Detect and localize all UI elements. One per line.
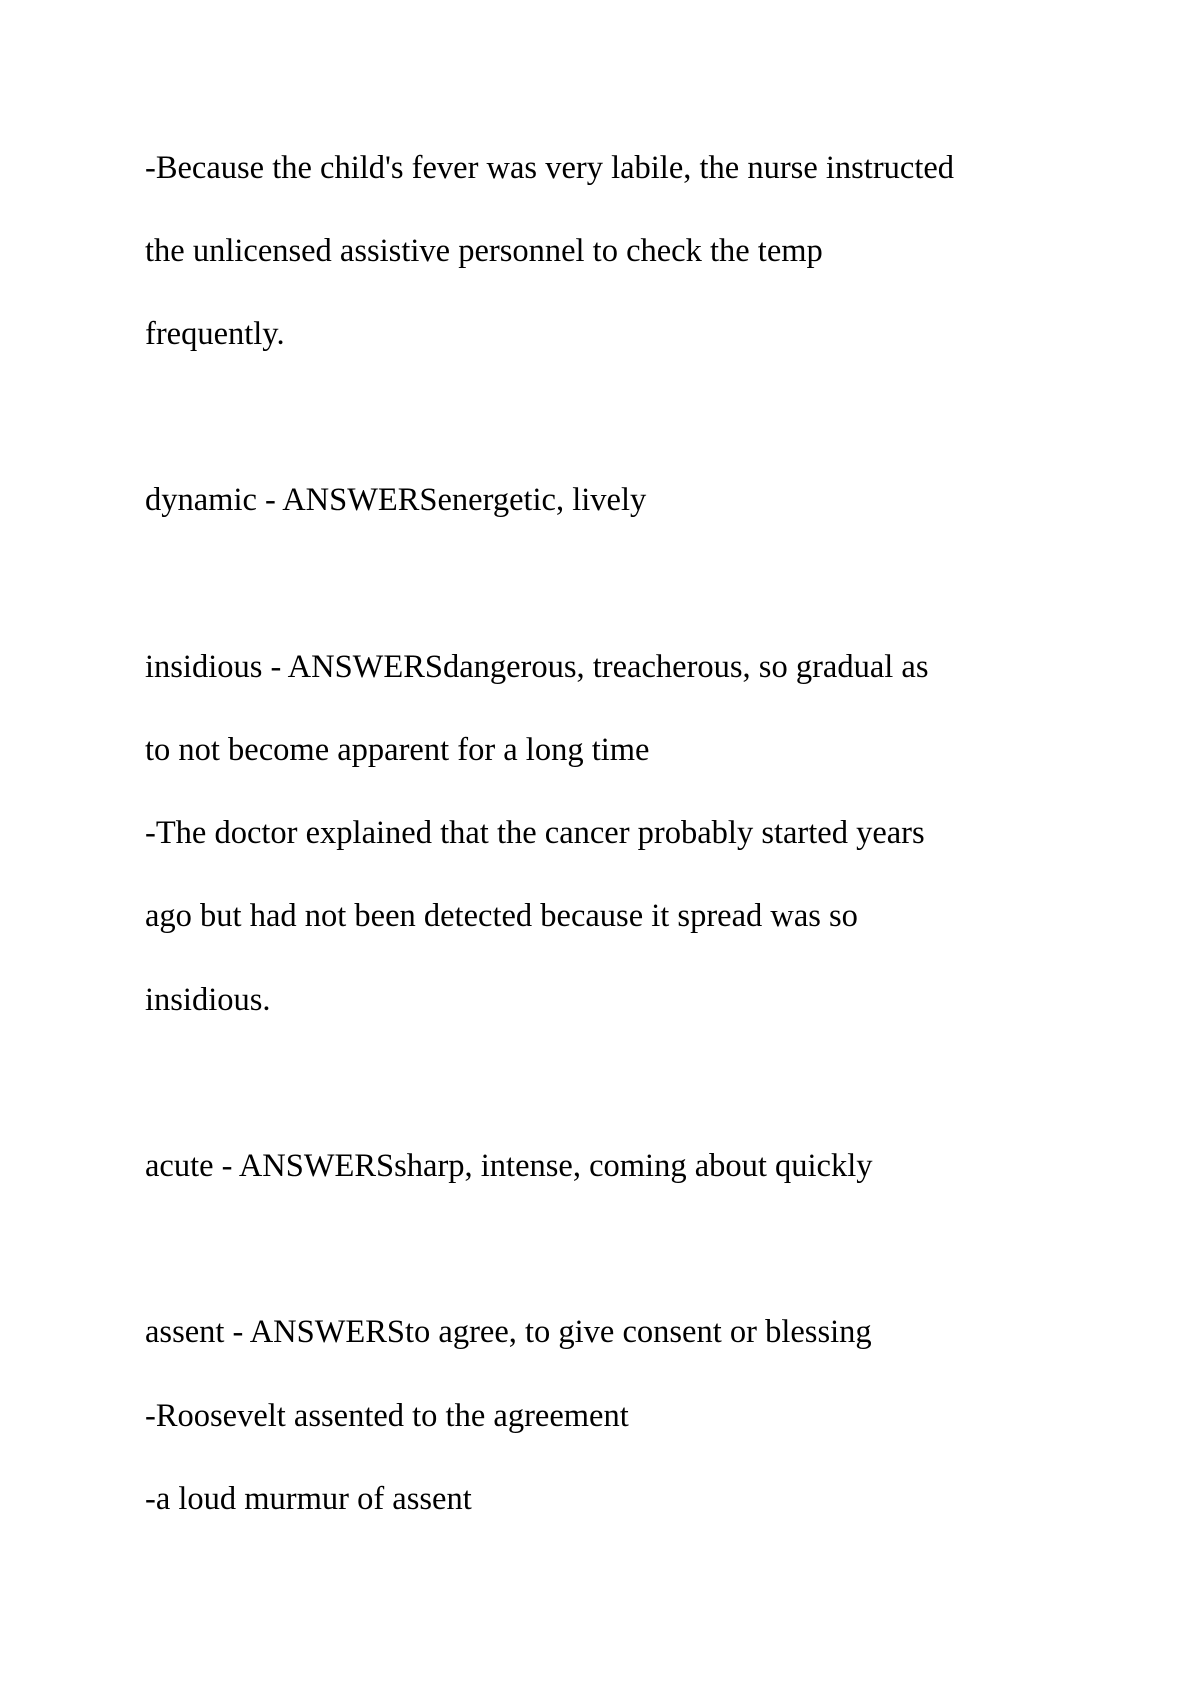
text-line: assent - ANSWERSto agree, to give consent or blessing [145, 1314, 872, 1350]
text-line: -Because the child's fever was very labile, the nurse instructed [145, 150, 955, 186]
text-line: insidious. [145, 982, 271, 1018]
text-line: dynamic - ANSWERSenergetic, lively [145, 482, 647, 518]
text-line: frequently. [145, 316, 285, 352]
text-line: -Roosevelt assented to the agreement [145, 1398, 629, 1434]
text-line: -The doctor explained that the cancer probably started years [145, 815, 925, 851]
text-line: ago but had not been detected because it spread was so [145, 898, 858, 934]
text-line: to not become apparent for a long time [145, 732, 650, 768]
text-line: insidious - ANSWERSdangerous, treacherous, so gradual as [145, 649, 929, 685]
text-line: acute - ANSWERSsharp, intense, coming about quickly [145, 1148, 873, 1184]
text-line: the unlicensed assistive personnel to check the temp [145, 233, 823, 269]
text-line: -a loud murmur of assent [145, 1481, 472, 1517]
